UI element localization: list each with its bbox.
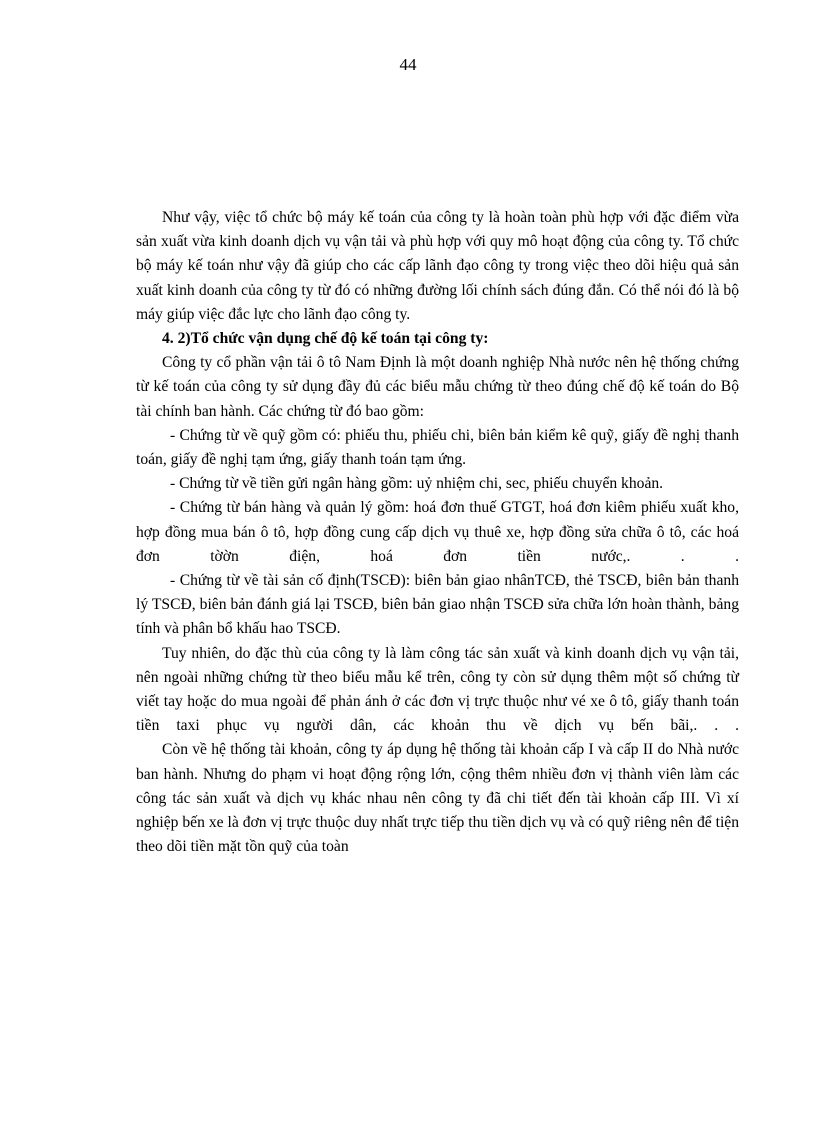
section-heading: 4. 2)Tổ chức vận dụng chế độ kế toán tại công ty: — [162, 330, 489, 348]
paragraph-intro: Công ty cổ phần vận tải ô tô Nam Định là một doanh nghiệp Nhà nước nên hệ thống chứng từ kế toán của công ty sử dụng đầy đủ các biểu mẫu chứng từ theo đúng chế độ kế toán do Bộ tài chính ban hành. Các chứng từ đó bao gồm: — [136, 354, 739, 420]
document-body — [136, 206, 739, 859]
list-item-bank-documents: - Chứng từ về tiền gửi ngân hàng gồm: uỷ nhiệm chi, sec, phiếu chuyển khoản. — [170, 475, 664, 493]
paragraph-accounts-system: Còn về hệ thống tài khoản, công ty áp dụng hệ thống tài khoản cấp I và cấp II do Nhà nước ban hành. Nhưng do phạm vi hoạt động rộng lớn, cộng thêm nhiều đơn vị thành viên làm các công tác sản xuất và dịch vụ khác nhau nên công ty đã chi tiết đến tài khoản cấp III. Vì xí nghiệp bến xe là đơn vị trực thuộc duy nhất trực tiếp thu tiền dịch vụ và có quỹ riêng nên để tiện theo dõi tiền mặt tồn quỹ của toàn — [136, 741, 739, 856]
paragraph-special-documents: Tuy nhiên, do đặc thù của công ty là làm công tác sản xuất và kinh doanh dịch vụ vận tải, nên ngoài những chứng từ theo biểu mẫu kể trên, công ty còn sử dụng thêm một số chứng từ viết tay hoặc do mua ngoài để phản ánh ở các đơn vị trực thuộc như vé xe ô tô, giấy thanh toán tiền taxi phục vụ người dân, các khoản thu về dịch vụ bến bãi,. . . — [136, 644, 739, 735]
page-number: 44 — [399, 55, 417, 74]
list-item-fixed-asset-documents: - Chứng từ về tài sản cố định(TSCĐ): biên bản giao nhânTCĐ, thẻ TSCĐ, biên bản thanh lý TSCĐ, biên bản đánh giá lại TSCĐ, biên bản giao nhận TSCĐ sửa chữa lớn hoàn thành, bảng tính và phân bổ khấu hao TSCĐ. — [136, 572, 739, 638]
paragraph-summary: Như vậy, việc tổ chức bộ máy kế toán của công ty là hoàn toàn phù hợp với đặc điểm vừa sản xuất vừa kinh doanh dịch vụ vận tải và phù hợp với quy mô hoạt động của công ty. Tổ chức bộ máy kế toán như vậy đã giúp cho các cấp lãnh đạo công ty trong việc theo dõi hiệu quả sản xuất kinh doanh của công ty từ đó có những đường lối chính sách đúng đắn. Có thể nói đó là bộ máy giúp việc đắc lực cho lãnh đạo công ty. — [136, 209, 739, 323]
list-item-sales-documents: - Chứng từ bán hàng và quản lý gồm: hoá đơn thuế GTGT, hoá đơn kiêm phiếu xuất kho, hợp đồng mua bán ô tô, hợp đồng cung cấp dịch vụ thuê xe, hợp đồng sửa chữa ô tô, các hoá đơn tờờn điện, hoá đơn tiền nước,. . . — [136, 499, 739, 565]
list-item-fund-documents: - Chứng từ về quỹ gồm có: phiếu thu, phiếu chi, biên bản kiểm kê quỹ, giấy đề nghị thanh toán, giấy đề nghị tạm ứng, giấy thanh toán tạm ứng. — [136, 426, 739, 469]
